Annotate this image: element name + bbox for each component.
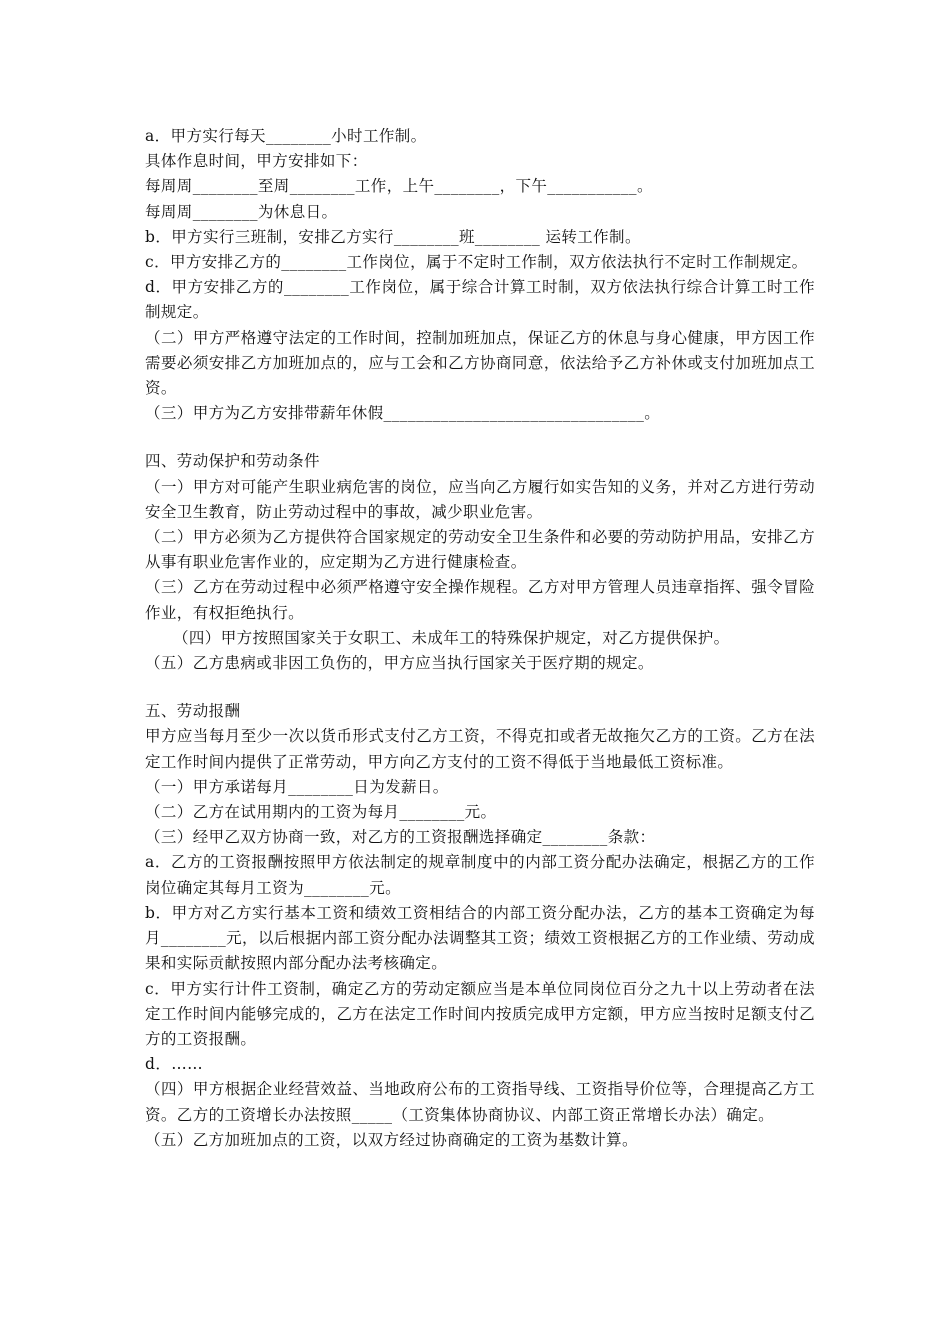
annual-leave-clause: （三）甲方为乙方安排带薪年休假________________________________。	[145, 404, 661, 423]
section-4-heading: 四、劳动保护和劳动条件	[145, 452, 320, 471]
section-spacer	[145, 676, 815, 699]
weekly-rest-days: 每周周________为休息日。	[145, 202, 338, 221]
section-5-heading: 五、劳动报酬	[145, 702, 241, 721]
section-4-clause-4: （四）甲方按照国家关于女职工、未成年工的特殊保护规定，对乙方提供保护。	[173, 628, 730, 647]
worktime-option-b: b．甲方实行三班制，安排乙方实行________班________ 运转工作制。	[145, 227, 641, 246]
section-5-clause-2: （二）乙方在试用期内的工资为每月________元。	[145, 803, 497, 822]
section-4-clause-5: （五）乙方患病或非因工负伤的，甲方应当执行国家关于医疗期的规定。	[145, 654, 654, 673]
section-4-clause-1: （一）甲方对可能产生职业病危害的岗位，应当向乙方履行如实告知的义务，并对乙方进行劳动安全卫生教育，防止劳动过程中的事故，减少职业危害。	[145, 477, 815, 521]
rest-schedule-intro: 具体作息时间，甲方安排如下：	[145, 152, 368, 171]
section-5-intro: 甲方应当每月至少一次以货币形式支付乙方工资，不得克扣或者无故拖欠乙方的工资。乙方在法定工作时间内提供了正常劳动，甲方向乙方支付的工资不得低于当地最低工资标准。	[145, 727, 815, 771]
section-4-clause-2: （二）甲方必须为乙方提供符合国家规定的劳动安全卫生条件和必要的劳动防护用品，安排乙方从事有职业危害作业的，应定期为乙方进行健康检查。	[145, 528, 815, 572]
wage-option-d: d．……	[145, 1055, 204, 1074]
section-5-clause-5: （五）乙方加班加点的工资，以双方经过协商确定的工资为基数计算。	[145, 1130, 638, 1149]
worktime-option-a: a．甲方实行每天________小时工作制。	[145, 127, 427, 145]
section-5-clause-1: （一）甲方承诺每月________日为发薪日。	[145, 777, 449, 796]
worktime-option-c: c．甲方安排乙方的________工作岗位，属于不定时工作制，双方依法执行不定时工作制规定。	[145, 253, 808, 272]
weekly-work-schedule: 每周周________至周________工作，上午________，下午___________。	[145, 177, 653, 196]
worktime-option-d: d．甲方安排乙方的________工作岗位，属于综合计算工时制，双方依法执行综合计算工时工作制规定。	[145, 278, 815, 322]
section-4-clause-3: （三）乙方在劳动过程中必须严格遵守安全操作规程。乙方对甲方管理人员违章指挥、强令冒险作业，有权拒绝执行。	[145, 578, 815, 622]
section-5-clause-4: （四）甲方根据企业经营效益、当地政府公布的工资指导线、工资指导价位等，合理提高乙方工资。乙方的工资增长办法按照_____（工资集体协商协议、内部工资正常增长办法）确定。	[145, 1080, 815, 1124]
wage-option-c: c．甲方实行计件工资制，确定乙方的劳动定额应当是本单位同岗位百分之九十以上劳动者在法定工作时间内能够完成的，乙方在法定工作时间内按质完成甲方定额，甲方应当按时足额支付乙方的工资报酬。	[145, 979, 815, 1048]
section-spacer	[145, 426, 815, 449]
overtime-clause: （二）甲方严格遵守法定的工作时间，控制加班加点，保证乙方的休息与身心健康，甲方因工作需要必须安排乙方加班加点的，应与工会和乙方协商同意，依法给予乙方补休或支付加班加点工资。	[145, 328, 815, 398]
wage-option-b: b．甲方对乙方实行基本工资和绩效工资相结合的内部工资分配办法，乙方的基本工资确定为每月________元，以后根据内部工资分配办法调整其工资；绩效工资根据乙方的工作业绩、劳动成果和实际贡献按照内部分配办法考核确定。	[145, 903, 815, 973]
section-5-clause-3: （三）经甲乙双方协商一致，对乙方的工资报酬选择确定________条款：	[145, 828, 656, 847]
document-body	[145, 124, 815, 1153]
wage-option-a: a．乙方的工资报酬按照甲方依法制定的规章制度中的内部工资分配办法确定，根据乙方的工作岗位确定其每月工资为________元。	[145, 853, 815, 897]
